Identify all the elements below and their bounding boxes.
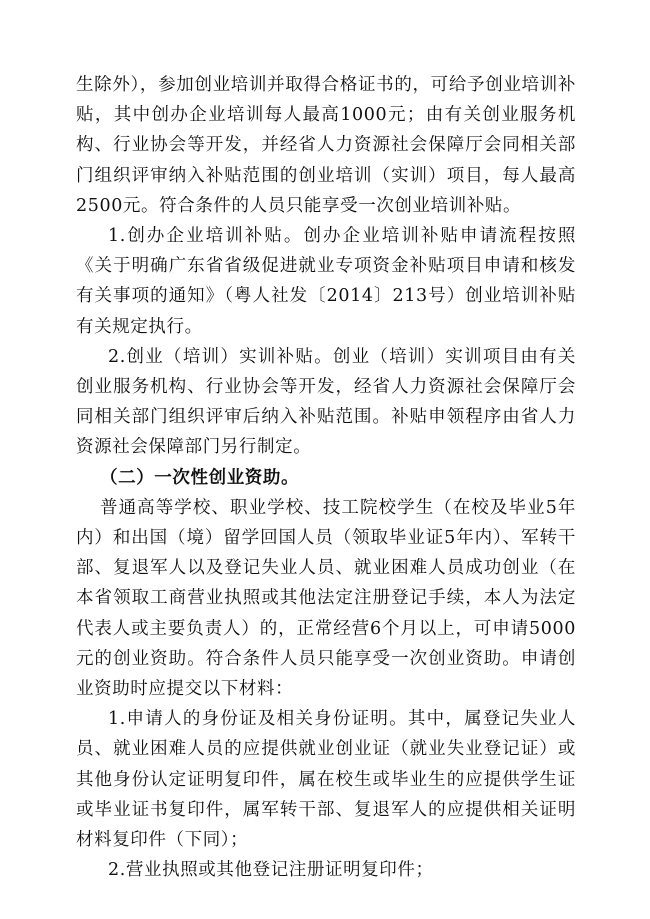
document-page xyxy=(76,70,576,885)
list-item-business-license: 2.营业执照或其他登记注册证明复印件； xyxy=(108,860,434,881)
list-item-identity-documents: 1.申请人的身份证及相关身份证明。其中，属登记失业人员、就业困难人员的应提供就业创业证（就业失业登记证）或其他身份认定证明复印件，属在校生或毕业生的应提供学生证或毕业证书复印件，属军转干部、复退军人的应提供相关证明材料复印件（下同）； xyxy=(76,709,576,851)
paragraph-practical-training-subsidy: 2.创业（培训）实训补贴。创业（培训）实训项目由有关创业服务机构、行业协会等开发，经省人力资源社会保障厅会同相关部门组织评审后纳入补贴范围。补贴申领程序由省人力资源社会保障部门另行制定。 xyxy=(76,346,576,458)
section-heading-one-time-grant: （二）一次性创业资助。 xyxy=(100,467,300,488)
paragraph-training-subsidy-intro: 生除外），参加创业培训并取得合格证书的，可给予创业培训补贴，其中创办企业培训每人最高1000元；由有关创业服务机构、行业协会等开发，并经省人力资源社会保障厅会同相关部门组织评审纳入补贴范围的创业培训（实训）项目，每人最高2500元。符合条件的人员只能享受一次创业培训补贴。 xyxy=(76,75,576,216)
paragraph-business-training-subsidy: 1.创办企业培训补贴。创办企业培训补贴申请流程按照《关于明确广东省省级促进就业专项资金补贴项目申请和核发有关事项的通知》（粤人社发〔2014〕213号）创业培训补贴有关规定执行。 xyxy=(76,226,576,337)
paragraph-one-time-grant-eligibility: 普通高等学校、职业学校、技工院校学生（在校及毕业5年内）和出国（境）留学回国人员（领取毕业证5年内）、军转干部、复退军人以及登记失业人员、就业困难人员成功创业（在本省领取工商营业执照或其他法定注册登记手续，本人为法定代表人或主要负责人）的，正常经营6个月以上，可申请5000元的创业资助。符合条件人员只能享受一次创业资助。申请创业资助时应提交以下材料： xyxy=(76,497,576,700)
